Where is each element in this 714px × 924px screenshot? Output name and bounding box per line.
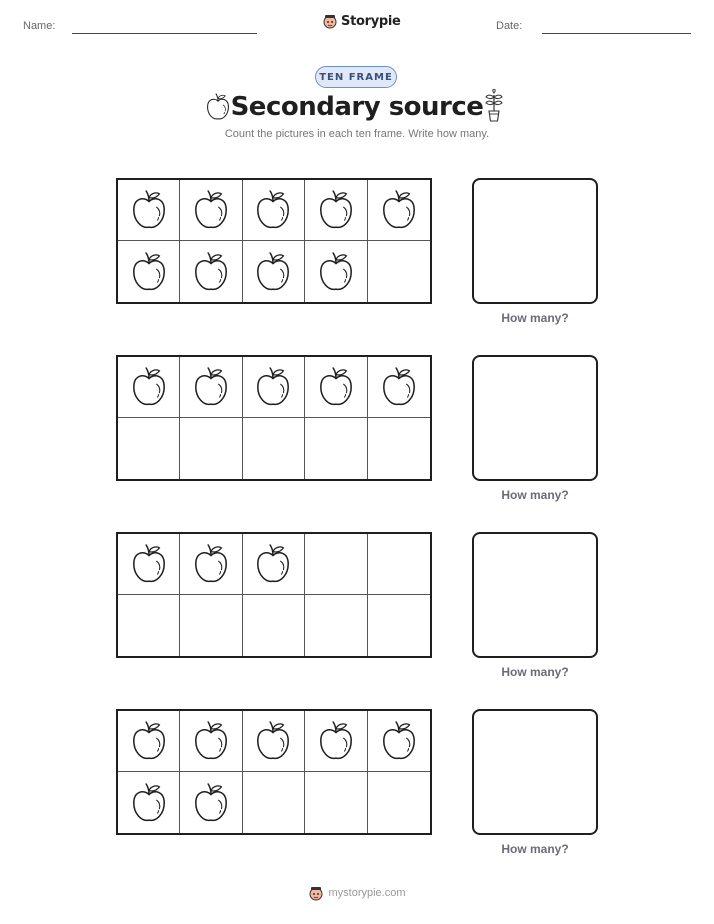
ten-frame-cell	[243, 180, 305, 241]
ten-frame-cell	[118, 357, 180, 418]
ten-frame-cell	[180, 357, 242, 418]
date-label: Date:	[496, 20, 523, 32]
name-line[interactable]	[72, 33, 257, 34]
ten-frame-cell	[180, 534, 242, 595]
ten-frame-cell	[118, 534, 180, 595]
footer	[0, 885, 714, 901]
how-many-label: How many?	[501, 311, 569, 325]
date-line[interactable]	[542, 33, 691, 34]
ten-frame-cell	[368, 595, 430, 656]
ten-frame-cell	[305, 180, 367, 241]
ten-frame-cell	[243, 241, 305, 302]
answer-box[interactable]	[472, 178, 598, 304]
apple-icon	[192, 365, 230, 409]
apple-icon	[380, 188, 418, 232]
apple-icon	[317, 250, 355, 294]
ten-frame-cell	[305, 534, 367, 595]
ten-frame-cell	[243, 418, 305, 479]
ten-frame	[116, 709, 432, 835]
ten-frame-cell	[368, 772, 430, 833]
apple-icon	[254, 250, 292, 294]
ten-frame-cell	[180, 241, 242, 302]
page-title: Secondary source	[230, 92, 484, 122]
name-label: Name:	[23, 20, 56, 32]
ten-frame-cell	[368, 357, 430, 418]
apple-icon	[130, 781, 168, 825]
ten-frame-cell	[243, 534, 305, 595]
ten-frame-cell	[180, 711, 242, 772]
ten-frame-cell	[368, 241, 430, 302]
apple-icon	[254, 365, 292, 409]
ten-frame-cell	[243, 772, 305, 833]
ten-frame-cell	[243, 595, 305, 656]
storypie-logo-icon	[322, 13, 338, 29]
brand-name: Storypie	[341, 13, 401, 29]
ten-frame-cell	[305, 711, 367, 772]
storypie-logo-icon	[308, 885, 324, 901]
ten-frame-cell	[118, 772, 180, 833]
how-many-label: How many?	[501, 488, 569, 502]
ten-frame-cell	[180, 772, 242, 833]
apple-icon	[254, 719, 292, 763]
ten-frame-cell	[118, 711, 180, 772]
ten-frame-cell	[305, 241, 367, 302]
apple-icon	[130, 719, 168, 763]
ten-frame-cell	[243, 357, 305, 418]
brand	[322, 13, 401, 29]
apple-icon	[254, 542, 292, 586]
how-many-label: How many?	[501, 842, 569, 856]
ten-frame-cell	[368, 711, 430, 772]
apple-icon	[380, 719, 418, 763]
answer-box[interactable]	[472, 355, 598, 481]
instructions: Count the pictures in each ten frame. Write how many.	[224, 128, 490, 140]
apple-icon	[380, 365, 418, 409]
ten-frame-cell	[305, 418, 367, 479]
ten-frame-cell	[305, 595, 367, 656]
ten-frame-cell	[180, 180, 242, 241]
apple-icon	[192, 250, 230, 294]
potted-plant-icon	[483, 89, 505, 123]
apple-icon	[192, 542, 230, 586]
ten-frame-cell	[118, 241, 180, 302]
ten-frame	[116, 532, 432, 658]
ten-frame-cell	[305, 772, 367, 833]
apple-icon	[192, 188, 230, 232]
answer-box[interactable]	[472, 532, 598, 658]
answer-box[interactable]	[472, 709, 598, 835]
ten-frame-cell	[368, 418, 430, 479]
ten-frame-cell	[118, 418, 180, 479]
footer-url: mystorypie.com	[328, 887, 406, 899]
ten-frame	[116, 355, 432, 481]
apple-icon	[130, 188, 168, 232]
apple-icon	[317, 719, 355, 763]
apple-icon	[130, 250, 168, 294]
ten-frame-cell	[368, 180, 430, 241]
ten-frame-cell	[118, 180, 180, 241]
apple-icon	[317, 188, 355, 232]
ten-frame-cell	[180, 418, 242, 479]
ten-frame	[116, 178, 432, 304]
how-many-label: How many?	[501, 665, 569, 679]
apple-icon	[130, 542, 168, 586]
ten-frame-cell	[243, 711, 305, 772]
apple-icon	[317, 365, 355, 409]
ten-frame-cell	[180, 595, 242, 656]
ten-frame-cell	[368, 534, 430, 595]
apple-icon	[254, 188, 292, 232]
apple-icon	[192, 781, 230, 825]
ten-frame-badge: TEN FRAME	[315, 66, 397, 88]
apple-icon	[192, 719, 230, 763]
ten-frame-cell	[118, 595, 180, 656]
ten-frame-cell	[305, 357, 367, 418]
apple-icon	[130, 365, 168, 409]
